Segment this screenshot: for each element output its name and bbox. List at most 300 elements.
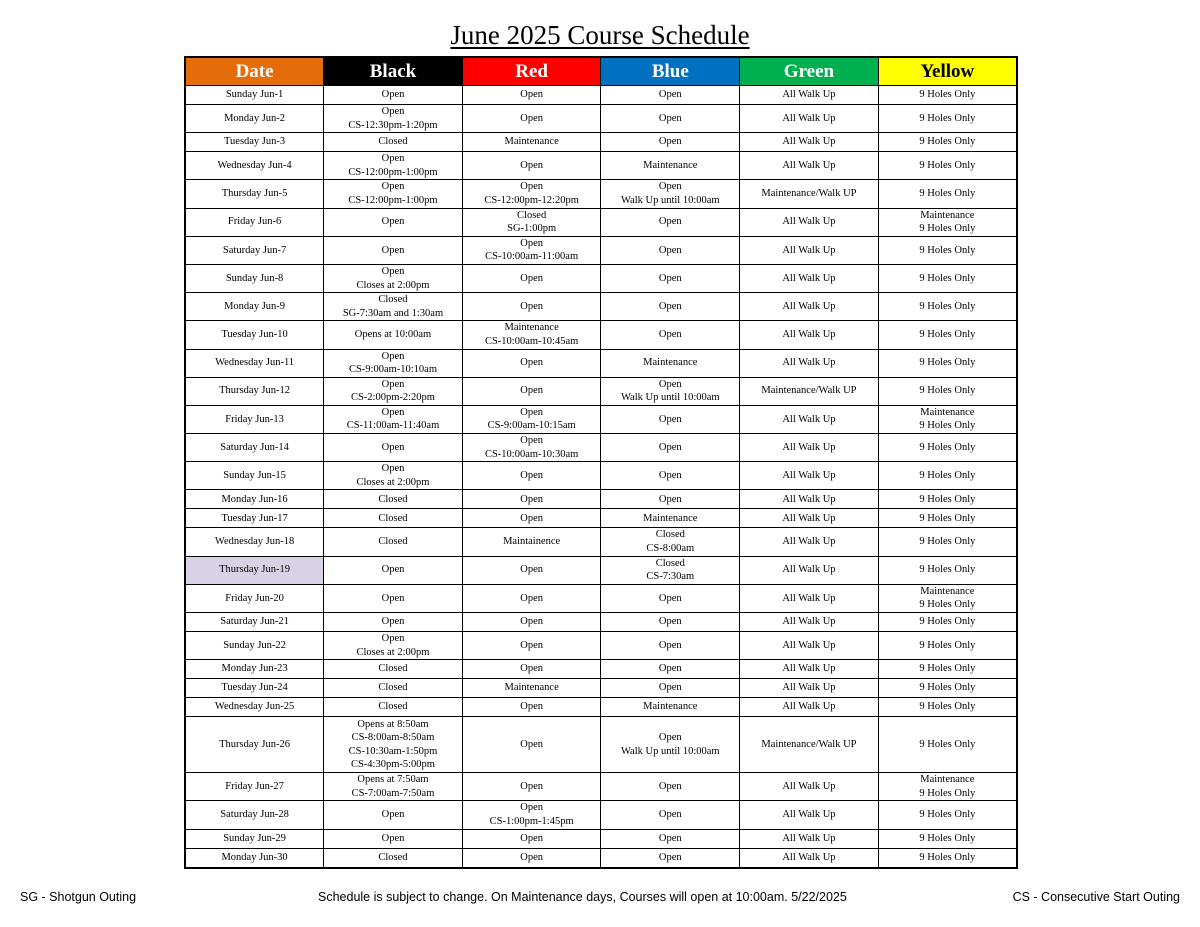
cell-line: All Walk Up: [782, 329, 836, 341]
cell-line: CS-2:00pm-2:20pm: [350, 392, 435, 404]
cell-line: All Walk Up: [782, 512, 836, 524]
green-course-cell: [740, 462, 879, 490]
cell-line: Open: [520, 357, 544, 369]
cell-line: All Walk Up: [782, 780, 836, 792]
black-course-cell: [324, 632, 463, 660]
table-row: [185, 86, 1017, 105]
cell-line: Closed: [655, 529, 685, 541]
date-cell: Monday Jun-9: [185, 293, 324, 321]
red-course-cell: [462, 698, 601, 717]
red-course-cell: [462, 632, 601, 660]
date-cell: Friday Jun-20: [185, 584, 324, 612]
cell-line: Open: [381, 633, 405, 644]
cell-line: Closed: [378, 294, 408, 306]
red-course-cell: [462, 133, 601, 152]
table-row: [185, 434, 1017, 462]
cell-line: 9 Holes Only: [919, 112, 976, 124]
col-header-green: Green: [740, 57, 879, 86]
green-course-cell: [740, 133, 879, 152]
cell-line: CS-9:00am-10:15am: [487, 420, 576, 432]
cell-line: All Walk Up: [782, 564, 836, 576]
cell-line: Open: [658, 832, 682, 844]
cell-line: Open: [658, 216, 682, 228]
cell-line: 9 Holes Only: [919, 470, 976, 482]
green-course-cell: [740, 264, 879, 292]
date-cell: Saturday Jun-7: [185, 236, 324, 264]
footer-legend-cs: CS - Consecutive Start Outing: [1012, 890, 1180, 904]
cell-line: All Walk Up: [782, 536, 836, 548]
blue-course-cell: [601, 264, 740, 292]
red-course-cell: [462, 801, 601, 829]
date-cell: Sunday Jun-15: [185, 462, 324, 490]
table-row: [185, 133, 1017, 152]
cell-line: 9 Holes Only: [919, 809, 976, 821]
date-cell: Wednesday Jun-11: [185, 349, 324, 377]
cell-line: Open: [381, 809, 405, 821]
black-course-cell: [324, 180, 463, 208]
cell-line: 9 Holes Only: [919, 244, 976, 256]
black-course-cell: [324, 801, 463, 829]
yellow-course-cell: [878, 632, 1017, 660]
date-cell: Monday Jun-16: [185, 490, 324, 509]
red-course-cell: [462, 556, 601, 584]
cell-line: Open: [381, 216, 405, 228]
table-row: [185, 321, 1017, 349]
table-row: [185, 717, 1017, 773]
date-cell: Saturday Jun-28: [185, 801, 324, 829]
date-cell: Thursday Jun-19: [185, 556, 324, 584]
col-header-yellow: Yellow: [878, 57, 1017, 86]
cell-line: CS-10:00am-11:00am: [485, 251, 579, 263]
yellow-course-cell: [878, 509, 1017, 528]
blue-course-cell: [601, 208, 740, 236]
blue-course-cell: [601, 613, 740, 632]
red-course-cell: [462, 528, 601, 556]
cell-line: CS-12:30pm-1:20pm: [348, 119, 438, 131]
cell-line: 9 Holes Only: [919, 159, 976, 171]
cell-line: Walk Up until 10:00am: [620, 392, 720, 404]
red-course-cell: [462, 405, 601, 433]
date-cell: Monday Jun-2: [185, 105, 324, 133]
red-course-cell: [462, 848, 601, 868]
cell-line: Open: [520, 851, 544, 863]
red-course-cell: [462, 509, 601, 528]
cell-line: Open: [381, 153, 405, 165]
yellow-course-cell: [878, 660, 1017, 679]
black-course-cell: [324, 829, 463, 848]
cell-line: 9 Holes Only: [919, 329, 976, 341]
cell-line: SG-7:30am and 1:30am: [342, 307, 444, 319]
cell-line: All Walk Up: [782, 493, 836, 505]
black-course-cell: [324, 848, 463, 868]
blue-course-cell: [601, 321, 740, 349]
cell-line: Open: [520, 385, 544, 397]
cell-line: All Walk Up: [782, 832, 836, 844]
green-course-cell: [740, 293, 879, 321]
date-cell: Saturday Jun-14: [185, 434, 324, 462]
red-course-cell: [462, 264, 601, 292]
table-row: [185, 773, 1017, 801]
table-row: [185, 584, 1017, 612]
cell-line: Open: [658, 244, 682, 256]
cell-line: Closed: [378, 682, 408, 694]
cell-line: Open: [658, 663, 682, 675]
black-course-cell: [324, 405, 463, 433]
cell-line: CS-8:00am-8:50am: [351, 732, 435, 744]
cell-line: Walk Up until 10:00am: [620, 194, 720, 206]
yellow-course-cell: [878, 180, 1017, 208]
cell-line: Open: [520, 832, 544, 844]
cell-line: Open: [381, 832, 405, 844]
yellow-course-cell: [878, 133, 1017, 152]
cell-line: CS-7:30am: [646, 571, 695, 583]
cell-line: Open: [658, 329, 682, 341]
cell-line: 9 Holes Only: [919, 738, 976, 750]
yellow-course-cell: [878, 698, 1017, 717]
cell-line: Open: [658, 89, 682, 101]
red-course-cell: [462, 208, 601, 236]
blue-course-cell: [601, 773, 740, 801]
cell-line: Open: [520, 435, 544, 447]
black-course-cell: [324, 660, 463, 679]
cell-line: Maintenance: [643, 159, 698, 171]
black-course-cell: [324, 698, 463, 717]
black-course-cell: [324, 773, 463, 801]
green-course-cell: [740, 556, 879, 584]
cell-line: Open: [658, 616, 682, 628]
cell-line: All Walk Up: [782, 136, 836, 148]
cell-line: Open: [520, 639, 544, 651]
cell-line: Open: [381, 89, 405, 101]
cell-line: Open: [520, 701, 544, 713]
yellow-course-cell: [878, 528, 1017, 556]
black-course-cell: [324, 717, 463, 773]
green-course-cell: [740, 528, 879, 556]
cell-line: Open: [381, 378, 405, 390]
cell-line: 9 Holes Only: [919, 300, 976, 312]
cell-line: Open: [658, 639, 682, 651]
cell-line: All Walk Up: [782, 112, 836, 124]
cell-line: CS-10:00am-10:45am: [484, 335, 579, 347]
blue-course-cell: [601, 848, 740, 868]
green-course-cell: [740, 829, 879, 848]
cell-line: Closed: [378, 493, 408, 505]
green-course-cell: [740, 848, 879, 868]
cell-line: Closed: [517, 209, 547, 221]
blue-course-cell: [601, 349, 740, 377]
cell-line: 9 Holes Only: [919, 512, 976, 524]
cell-line: Open: [658, 780, 682, 792]
cell-line: 9 Holes Only: [919, 701, 976, 713]
red-course-cell: [462, 717, 601, 773]
cell-line: Open: [658, 809, 682, 821]
cell-line: Maintenance: [920, 585, 975, 597]
red-course-cell: [462, 180, 601, 208]
cell-line: Maintenance: [643, 512, 698, 524]
table-row: [185, 293, 1017, 321]
cell-line: Maintenance: [920, 406, 975, 418]
cell-line: 9 Holes Only: [919, 682, 976, 694]
cell-line: 9 Holes Only: [919, 832, 976, 844]
date-cell: Thursday Jun-12: [185, 377, 324, 405]
cell-line: Open: [520, 738, 544, 750]
yellow-course-cell: [878, 490, 1017, 509]
cell-line: Maintenance/Walk UP: [761, 385, 857, 397]
date-cell: Tuesday Jun-17: [185, 509, 324, 528]
cell-line: 9 Holes Only: [919, 441, 976, 453]
black-course-cell: [324, 462, 463, 490]
red-course-cell: [462, 293, 601, 321]
cell-line: 9 Holes Only: [919, 787, 976, 799]
cell-line: CS-12:00pm-12:20pm: [484, 194, 579, 206]
cell-line: Open: [520, 406, 544, 418]
red-course-cell: [462, 490, 601, 509]
green-course-cell: [740, 584, 879, 612]
cell-line: Maintenance: [920, 774, 975, 786]
green-course-cell: [740, 632, 879, 660]
cell-line: 9 Holes Only: [919, 493, 976, 505]
table-row: [185, 105, 1017, 133]
cell-line: 9 Holes Only: [919, 616, 976, 628]
yellow-course-cell: [878, 717, 1017, 773]
cell-line: Open: [658, 470, 682, 482]
yellow-course-cell: [878, 86, 1017, 105]
red-course-cell: [462, 377, 601, 405]
black-course-cell: [324, 236, 463, 264]
table-row: [185, 152, 1017, 180]
cell-line: Open: [520, 512, 544, 524]
table-row: [185, 377, 1017, 405]
cell-line: SG-1:00pm: [507, 223, 557, 235]
yellow-course-cell: [878, 434, 1017, 462]
footer-legend-sg: SG - Shotgun Outing: [20, 890, 137, 904]
date-cell: Sunday Jun-22: [185, 632, 324, 660]
yellow-course-cell: [878, 848, 1017, 868]
cell-line: Open: [520, 616, 544, 628]
yellow-course-cell: [878, 613, 1017, 632]
cell-line: Maintenance: [504, 322, 559, 334]
cell-line: All Walk Up: [782, 159, 836, 171]
cell-line: All Walk Up: [782, 300, 836, 312]
cell-line: Open: [381, 592, 405, 604]
cell-line: All Walk Up: [782, 851, 836, 863]
date-cell: Wednesday Jun-25: [185, 698, 324, 717]
cell-line: 9 Holes Only: [919, 223, 976, 235]
green-course-cell: [740, 434, 879, 462]
table-row: [185, 660, 1017, 679]
green-course-cell: [740, 405, 879, 433]
cell-line: CS-11:00am-11:40am: [346, 420, 440, 432]
cell-line: CS-7:00am-7:50am: [351, 787, 435, 799]
cell-line: Open: [520, 493, 544, 505]
blue-course-cell: [601, 86, 740, 105]
cell-line: Open: [658, 181, 682, 193]
table-row: [185, 264, 1017, 292]
cell-line: 9 Holes Only: [919, 136, 976, 148]
cell-line: All Walk Up: [782, 272, 836, 284]
cell-line: Open: [381, 350, 405, 362]
cell-line: Open: [520, 470, 544, 482]
blue-course-cell: [601, 829, 740, 848]
cell-line: Open: [658, 136, 682, 148]
cell-line: 9 Holes Only: [919, 599, 976, 611]
col-header-blue: Blue: [601, 57, 740, 86]
red-course-cell: [462, 613, 601, 632]
cell-line: Open: [658, 413, 682, 425]
cell-line: Open: [658, 493, 682, 505]
table-row: [185, 801, 1017, 829]
date-cell: Wednesday Jun-18: [185, 528, 324, 556]
green-course-cell: [740, 152, 879, 180]
red-course-cell: [462, 679, 601, 698]
date-cell: Thursday Jun-5: [185, 180, 324, 208]
cell-line: All Walk Up: [782, 592, 836, 604]
cell-line: 9 Holes Only: [919, 663, 976, 675]
black-course-cell: [324, 509, 463, 528]
cell-line: Open: [381, 463, 405, 475]
cell-line: Open: [381, 441, 405, 453]
cell-line: 9 Holes Only: [919, 272, 976, 284]
cell-line: Open: [658, 592, 682, 604]
col-header-red: Red: [462, 57, 601, 86]
cell-line: Opens at 7:50am: [357, 774, 429, 786]
cell-line: 9 Holes Only: [919, 639, 976, 651]
cell-line: Maintenance: [504, 682, 559, 694]
date-cell: Saturday Jun-21: [185, 613, 324, 632]
cell-line: All Walk Up: [782, 470, 836, 482]
red-course-cell: [462, 829, 601, 848]
green-course-cell: [740, 679, 879, 698]
blue-course-cell: [601, 236, 740, 264]
table-row: [185, 848, 1017, 868]
cell-line: Open: [658, 441, 682, 453]
blue-course-cell: [601, 717, 740, 773]
cell-line: Maintenance: [643, 357, 698, 369]
cell-line: CS-4:30pm-5:00pm: [350, 759, 435, 771]
table-row: [185, 490, 1017, 509]
yellow-course-cell: [878, 679, 1017, 698]
black-course-cell: [324, 490, 463, 509]
red-course-cell: [462, 462, 601, 490]
cell-line: Open: [381, 106, 405, 117]
cell-line: 9 Holes Only: [919, 564, 976, 576]
black-course-cell: [324, 528, 463, 556]
yellow-course-cell: [878, 321, 1017, 349]
black-course-cell: [324, 321, 463, 349]
cell-line: Closes at 2:00pm: [356, 279, 430, 291]
yellow-course-cell: [878, 556, 1017, 584]
black-course-cell: [324, 105, 463, 133]
date-cell: Friday Jun-13: [185, 405, 324, 433]
black-course-cell: [324, 208, 463, 236]
black-course-cell: [324, 584, 463, 612]
blue-course-cell: [601, 434, 740, 462]
cell-line: Open: [658, 851, 682, 863]
cell-line: Walk Up until 10:00am: [620, 745, 720, 757]
footer-note: Schedule is subject to change. On Maintenance days, Courses will open at 10:00am. 5/22/2025: [318, 890, 847, 904]
blue-course-cell: [601, 293, 740, 321]
green-course-cell: [740, 180, 879, 208]
table-row: [185, 698, 1017, 717]
cell-line: Open: [520, 300, 544, 312]
table-row: [185, 528, 1017, 556]
cell-line: Open: [520, 663, 544, 675]
date-cell: Monday Jun-23: [185, 660, 324, 679]
cell-line: Open: [520, 564, 544, 576]
green-course-cell: [740, 773, 879, 801]
cell-line: Open: [658, 682, 682, 694]
yellow-course-cell: [878, 152, 1017, 180]
blue-course-cell: [601, 509, 740, 528]
cell-line: Maintenance/Walk UP: [761, 188, 857, 200]
cell-line: Open: [520, 112, 544, 124]
table-row: [185, 556, 1017, 584]
yellow-course-cell: [878, 236, 1017, 264]
cell-line: All Walk Up: [782, 663, 836, 675]
black-course-cell: [324, 133, 463, 152]
date-cell: Tuesday Jun-3: [185, 133, 324, 152]
green-course-cell: [740, 321, 879, 349]
cell-line: Open: [520, 802, 544, 814]
yellow-course-cell: [878, 773, 1017, 801]
cell-line: All Walk Up: [782, 89, 836, 101]
green-course-cell: [740, 349, 879, 377]
yellow-course-cell: [878, 801, 1017, 829]
cell-line: Open: [381, 564, 405, 576]
cell-line: Closes at 2:00pm: [356, 476, 430, 488]
cell-line: All Walk Up: [782, 357, 836, 369]
blue-course-cell: [601, 584, 740, 612]
cell-line: Maintenance: [504, 136, 559, 148]
table-row: [185, 509, 1017, 528]
yellow-course-cell: [878, 264, 1017, 292]
yellow-course-cell: [878, 105, 1017, 133]
green-course-cell: [740, 660, 879, 679]
date-cell: Wednesday Jun-4: [185, 152, 324, 180]
cell-line: 9 Holes Only: [919, 420, 976, 432]
blue-course-cell: [601, 152, 740, 180]
cell-line: CS-10:30am-1:50pm: [348, 745, 438, 757]
blue-course-cell: [601, 528, 740, 556]
cell-line: All Walk Up: [782, 216, 836, 228]
red-course-cell: [462, 434, 601, 462]
cell-line: Closes at 2:00pm: [356, 646, 430, 658]
yellow-course-cell: [878, 584, 1017, 612]
table-row: [185, 679, 1017, 698]
cell-line: CS-9:00am-10:10am: [348, 364, 438, 376]
table-row: [185, 208, 1017, 236]
blue-course-cell: [601, 180, 740, 208]
cell-line: Open: [520, 159, 544, 171]
green-course-cell: [740, 698, 879, 717]
cell-line: CS-1:00pm-1:45pm: [489, 815, 574, 827]
black-course-cell: [324, 679, 463, 698]
cell-line: Open: [381, 181, 405, 193]
schedule-body: [185, 86, 1017, 868]
black-course-cell: [324, 434, 463, 462]
date-cell: Sunday Jun-1: [185, 86, 324, 105]
col-header-date: Date: [185, 57, 324, 86]
cell-line: Closed: [378, 536, 408, 548]
cell-line: Open: [658, 732, 682, 744]
cell-line: CS-10:00am-10:30am: [484, 448, 579, 460]
blue-course-cell: [601, 679, 740, 698]
course-schedule-table: [184, 56, 1018, 869]
green-course-cell: [740, 801, 879, 829]
yellow-course-cell: [878, 349, 1017, 377]
blue-course-cell: [601, 133, 740, 152]
blue-course-cell: [601, 462, 740, 490]
